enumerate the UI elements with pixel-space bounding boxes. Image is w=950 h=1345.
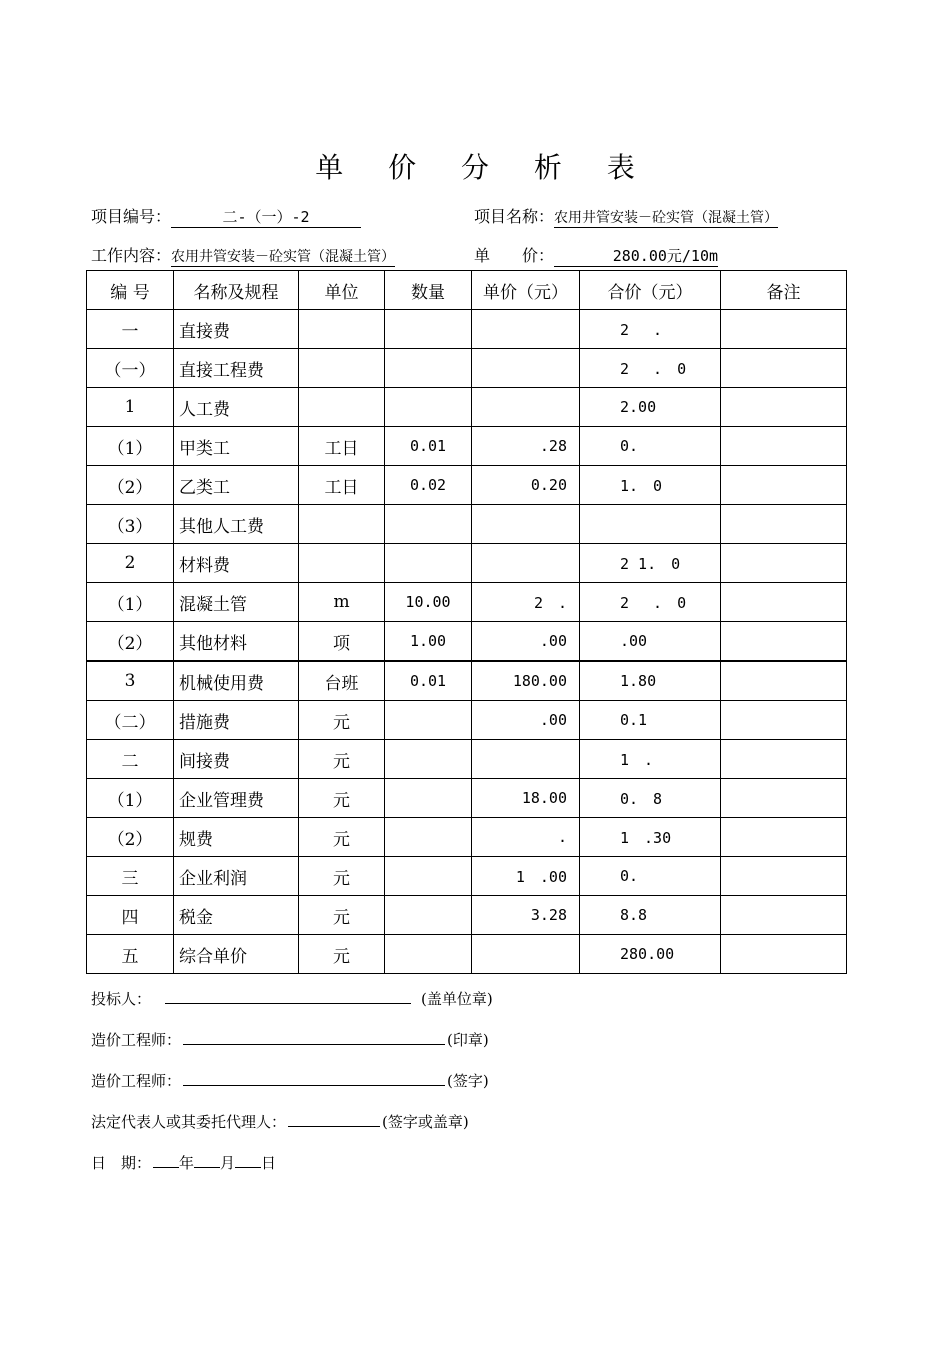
cell-no: 五: [87, 935, 174, 974]
legal-rep-sign: [91, 1111, 469, 1132]
cell-name: 间接费: [174, 740, 299, 779]
cell-name: 材料费: [174, 544, 299, 583]
cell-no: （1）: [87, 779, 174, 818]
cell-unit: 工日: [299, 427, 385, 466]
cell-qty: [385, 779, 472, 818]
cell-note: [721, 701, 847, 740]
unit-price-value: 280.00元/10m: [554, 245, 718, 267]
cell-name: 直接工程费: [174, 349, 299, 388]
cell-no: （2）: [87, 818, 174, 857]
cell-note: [721, 779, 847, 818]
cell-unit: 工日: [299, 466, 385, 505]
table-row: [87, 505, 847, 544]
cell-unit: 项: [299, 622, 385, 662]
table-row: [87, 740, 847, 779]
cell-unit: m: [299, 583, 385, 622]
cell-qty: 1.00: [385, 622, 472, 662]
cell-total: 0. 8: [580, 779, 721, 818]
cell-note: [721, 583, 847, 622]
cell-price: [472, 505, 580, 544]
cell-total: 0.: [580, 427, 721, 466]
project-name-value: 农用井管安装－砼实管（混凝土管）: [554, 207, 778, 228]
table-row: [87, 388, 847, 427]
cell-total: [580, 505, 721, 544]
cell-unit: 元: [299, 896, 385, 935]
cell-name: 企业利润: [174, 857, 299, 896]
cell-price: 180.00: [472, 661, 580, 701]
day-line[interactable]: [235, 1153, 261, 1168]
cell-price: .: [472, 818, 580, 857]
engineer1-line[interactable]: [183, 1030, 445, 1045]
cell-price: 1 .00: [472, 857, 580, 896]
cell-price: [472, 388, 580, 427]
cell-total: 1.80: [580, 661, 721, 701]
cell-qty: 10.00: [385, 583, 472, 622]
page-title: 单 价 分 析 表: [315, 151, 653, 184]
year-line[interactable]: [153, 1153, 179, 1168]
legal-suffix: (签字或盖章): [382, 1113, 469, 1131]
cell-total: 2 . 0: [580, 349, 721, 388]
cell-name: 人工费: [174, 388, 299, 427]
work-content-field: [91, 243, 395, 267]
cell-note: [721, 740, 847, 779]
cell-name: 甲类工: [174, 427, 299, 466]
bidder-label: 投标人：: [91, 990, 152, 1008]
cell-name: 综合单价: [174, 935, 299, 974]
engineer2-line[interactable]: [183, 1071, 445, 1086]
cell-name: 企业管理费: [174, 779, 299, 818]
cell-total: .00: [580, 622, 721, 662]
cell-note: [721, 857, 847, 896]
header-name: 名称及规程: [174, 271, 299, 310]
cell-total: 2 .: [580, 310, 721, 349]
cell-qty: [385, 701, 472, 740]
cell-price: .00: [472, 622, 580, 662]
cell-name: 税金: [174, 896, 299, 935]
work-content-value: 农用井管安装－砼实管（混凝土管）: [171, 246, 395, 267]
cell-no: （3）: [87, 505, 174, 544]
cell-total: 1 .: [580, 740, 721, 779]
engineer1-label: 造价工程师：: [91, 1031, 182, 1049]
cell-unit: [299, 310, 385, 349]
cell-name: 其他人工费: [174, 505, 299, 544]
header-no: 编 号: [87, 271, 174, 310]
engineer2-label: 造价工程师：: [91, 1072, 182, 1090]
bidder-line[interactable]: [165, 989, 411, 1004]
cell-total: 0.: [580, 857, 721, 896]
cell-note: [721, 310, 847, 349]
cell-qty: [385, 544, 472, 583]
engineer-signature-sign: [91, 1070, 489, 1091]
table-header-row: [87, 271, 847, 310]
cell-note: [721, 388, 847, 427]
table-row: [87, 779, 847, 818]
cell-unit: [299, 349, 385, 388]
cell-price: [472, 935, 580, 974]
table-row: [87, 935, 847, 974]
table-row: [87, 466, 847, 505]
cell-note: [721, 622, 847, 662]
table-row: [87, 818, 847, 857]
cell-note: [721, 427, 847, 466]
cell-note: [721, 349, 847, 388]
cell-note: [721, 505, 847, 544]
date-sign: [91, 1152, 276, 1173]
table-row: [87, 857, 847, 896]
cell-no: （1）: [87, 583, 174, 622]
header-price: 单价（元）: [472, 271, 580, 310]
unit-price-label: 单 价：: [474, 246, 555, 265]
cell-unit: 元: [299, 740, 385, 779]
cell-unit: [299, 505, 385, 544]
cell-price: .00: [472, 701, 580, 740]
table-row: [87, 583, 847, 622]
engineer-seal-sign: [91, 1029, 489, 1050]
cell-unit: [299, 544, 385, 583]
cell-price: [472, 349, 580, 388]
bidder-suffix: (盖单位章): [421, 990, 493, 1008]
cell-name: 机械使用费: [174, 661, 299, 701]
project-name-label: 项目名称：: [474, 207, 555, 226]
cell-note: [721, 896, 847, 935]
cell-qty: [385, 857, 472, 896]
year-label: 年: [179, 1154, 195, 1172]
unit-price-field: [474, 243, 718, 267]
cell-total: 280.00: [580, 935, 721, 974]
table-row: [87, 349, 847, 388]
cell-no: 四: [87, 896, 174, 935]
table-row: [87, 544, 847, 583]
cell-total: 1. 0: [580, 466, 721, 505]
cell-no: 2: [87, 544, 174, 583]
project-no-field: [91, 204, 361, 228]
cell-price: [472, 544, 580, 583]
cell-name: 混凝土管: [174, 583, 299, 622]
cell-no: 二: [87, 740, 174, 779]
cell-name: 措施费: [174, 701, 299, 740]
cell-unit: [299, 388, 385, 427]
cell-price: 3.28: [472, 896, 580, 935]
cell-name: 乙类工: [174, 466, 299, 505]
day-label: 日: [261, 1154, 277, 1172]
cell-price: 2 .: [472, 583, 580, 622]
cell-total: 8.8: [580, 896, 721, 935]
project-no-value: 二-（一）-2: [171, 206, 361, 228]
header-total: 合价（元）: [580, 271, 721, 310]
cell-no: 1: [87, 388, 174, 427]
header-note: 备注: [721, 271, 847, 310]
header-qty: 数量: [385, 271, 472, 310]
cell-no: （二）: [87, 701, 174, 740]
cell-qty: [385, 896, 472, 935]
cell-no: 一: [87, 310, 174, 349]
date-label: 日 期：: [91, 1154, 152, 1172]
cell-qty: [385, 935, 472, 974]
cell-no: （一）: [87, 349, 174, 388]
cell-unit: 元: [299, 701, 385, 740]
cell-note: [721, 935, 847, 974]
cell-unit: 台班: [299, 661, 385, 701]
cell-qty: [385, 310, 472, 349]
cell-price: [472, 310, 580, 349]
cell-qty: [385, 818, 472, 857]
work-content-label: 工作内容：: [91, 246, 172, 265]
table-row: [87, 622, 847, 662]
cell-qty: 0.01: [385, 427, 472, 466]
cell-total: 2.00: [580, 388, 721, 427]
cell-total: 1 .30: [580, 818, 721, 857]
cell-unit: 元: [299, 935, 385, 974]
cell-qty: 0.01: [385, 661, 472, 701]
cell-note: [721, 544, 847, 583]
cell-unit: 元: [299, 818, 385, 857]
cell-qty: [385, 349, 472, 388]
cell-total: 2 1. 0: [580, 544, 721, 583]
cell-unit: 元: [299, 857, 385, 896]
engineer2-suffix: (签字): [447, 1072, 489, 1090]
cell-name: 规费: [174, 818, 299, 857]
table-row: [87, 896, 847, 935]
cell-total: 0.1: [580, 701, 721, 740]
cell-name: 其他材料: [174, 622, 299, 662]
engineer1-suffix: (印章): [447, 1031, 489, 1049]
month-line[interactable]: [194, 1153, 220, 1168]
cell-total: 2 . 0: [580, 583, 721, 622]
project-name-field: [474, 204, 778, 228]
table-row: [87, 310, 847, 349]
cell-price: .28: [472, 427, 580, 466]
table-row: [87, 661, 847, 701]
cell-no: （1）: [87, 427, 174, 466]
cell-note: [721, 466, 847, 505]
table-row: [87, 427, 847, 466]
cell-price: 0.20: [472, 466, 580, 505]
legal-label: 法定代表人或其委托代理人：: [91, 1113, 287, 1131]
cell-name: 直接费: [174, 310, 299, 349]
cell-qty: 0.02: [385, 466, 472, 505]
cell-no: （2）: [87, 466, 174, 505]
legal-line[interactable]: [288, 1112, 380, 1127]
cell-qty: [385, 388, 472, 427]
cell-note: [721, 661, 847, 701]
month-label: 月: [220, 1154, 236, 1172]
table-row: [87, 701, 847, 740]
cell-unit: 元: [299, 779, 385, 818]
cell-qty: [385, 740, 472, 779]
price-analysis-table: [86, 270, 847, 974]
cell-no: 三: [87, 857, 174, 896]
cell-no: 3: [87, 661, 174, 701]
cell-note: [721, 818, 847, 857]
bidder-sign: [91, 988, 493, 1009]
cell-price: 18.00: [472, 779, 580, 818]
cell-qty: [385, 505, 472, 544]
cell-no: （2）: [87, 622, 174, 662]
header-unit: 单位: [299, 271, 385, 310]
cell-price: [472, 740, 580, 779]
project-no-label: 项目编号：: [91, 207, 172, 226]
